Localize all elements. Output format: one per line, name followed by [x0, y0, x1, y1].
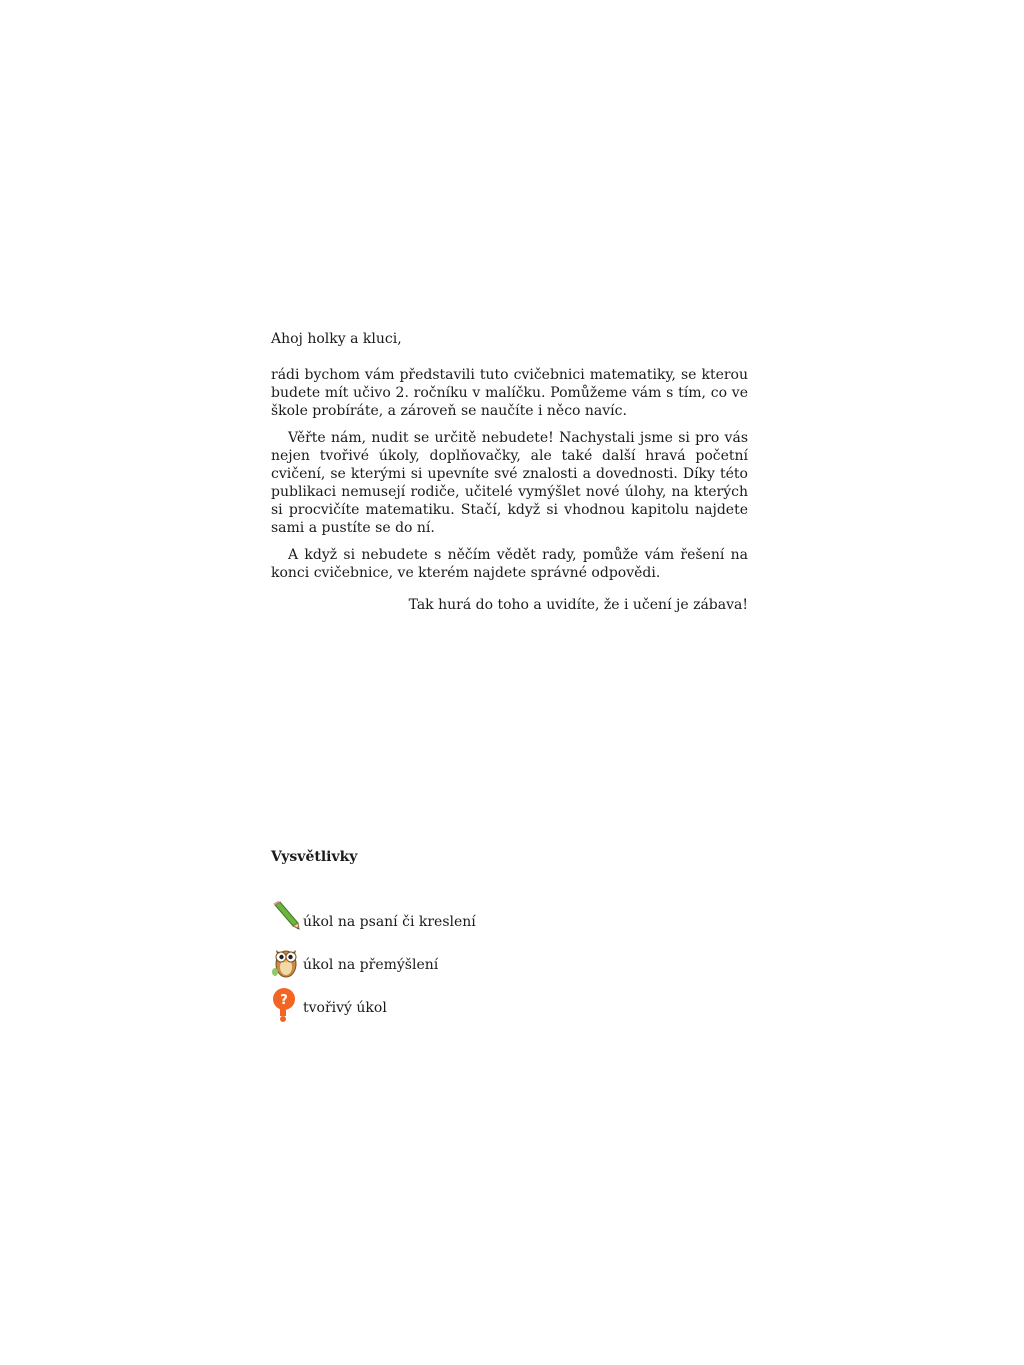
intro-paragraph: rádi bychom vám představili tuto cvičebnici matematiky, se kterou budete mít učivo 2. ročníku v malíčku. Pomůžeme vám s tím, co ve škole probíráte, a zároveň se naučíte i něco navíc. — [271, 367, 748, 419]
legend-item-thinking — [271, 943, 671, 981]
closing-line: Tak hurá do toho a uvidíte, že i učení je zábava! — [408, 597, 748, 613]
greeting: Ahoj holky a kluci, — [271, 331, 402, 347]
intro-paragraph: Věřte nám, nudit se určitě nebudete! Nachystali jsme si pro vás nejen tvořivé úkoly, doplňovačky, ale také další hravá početní cvičení, se kterými si upevníte své znalosti a dovednosti. Díky této publikaci nemusejí rodiče, učitelé vymýšlet nové úlohy, na kterých si procvičíte matematiku. Stačí, když si vhodnou kapitolu najdete sami a pustíte se do ní. — [271, 430, 748, 536]
owl-icon — [271, 944, 301, 980]
legend — [271, 848, 671, 1029]
pencil-icon — [271, 901, 301, 937]
legend-item-creative — [271, 986, 671, 1024]
legend-label: úkol na přemýšlení — [303, 957, 439, 973]
legend-label: úkol na psaní či kreslení — [303, 914, 476, 930]
legend-title: Vysvětlivky — [271, 849, 358, 865]
intro-letter — [271, 330, 748, 628]
question-mark-icon — [271, 987, 301, 1023]
intro-paragraph: A když si nebudete s něčím vědět rady, pomůže vám řešení na konci cvičebnice, ve kterém najdete správné odpovědi. — [271, 547, 748, 581]
legend-label: tvořivý úkol — [303, 1000, 387, 1016]
legend-item-writing — [271, 900, 671, 938]
svg-text:?: ? — [280, 993, 288, 1008]
